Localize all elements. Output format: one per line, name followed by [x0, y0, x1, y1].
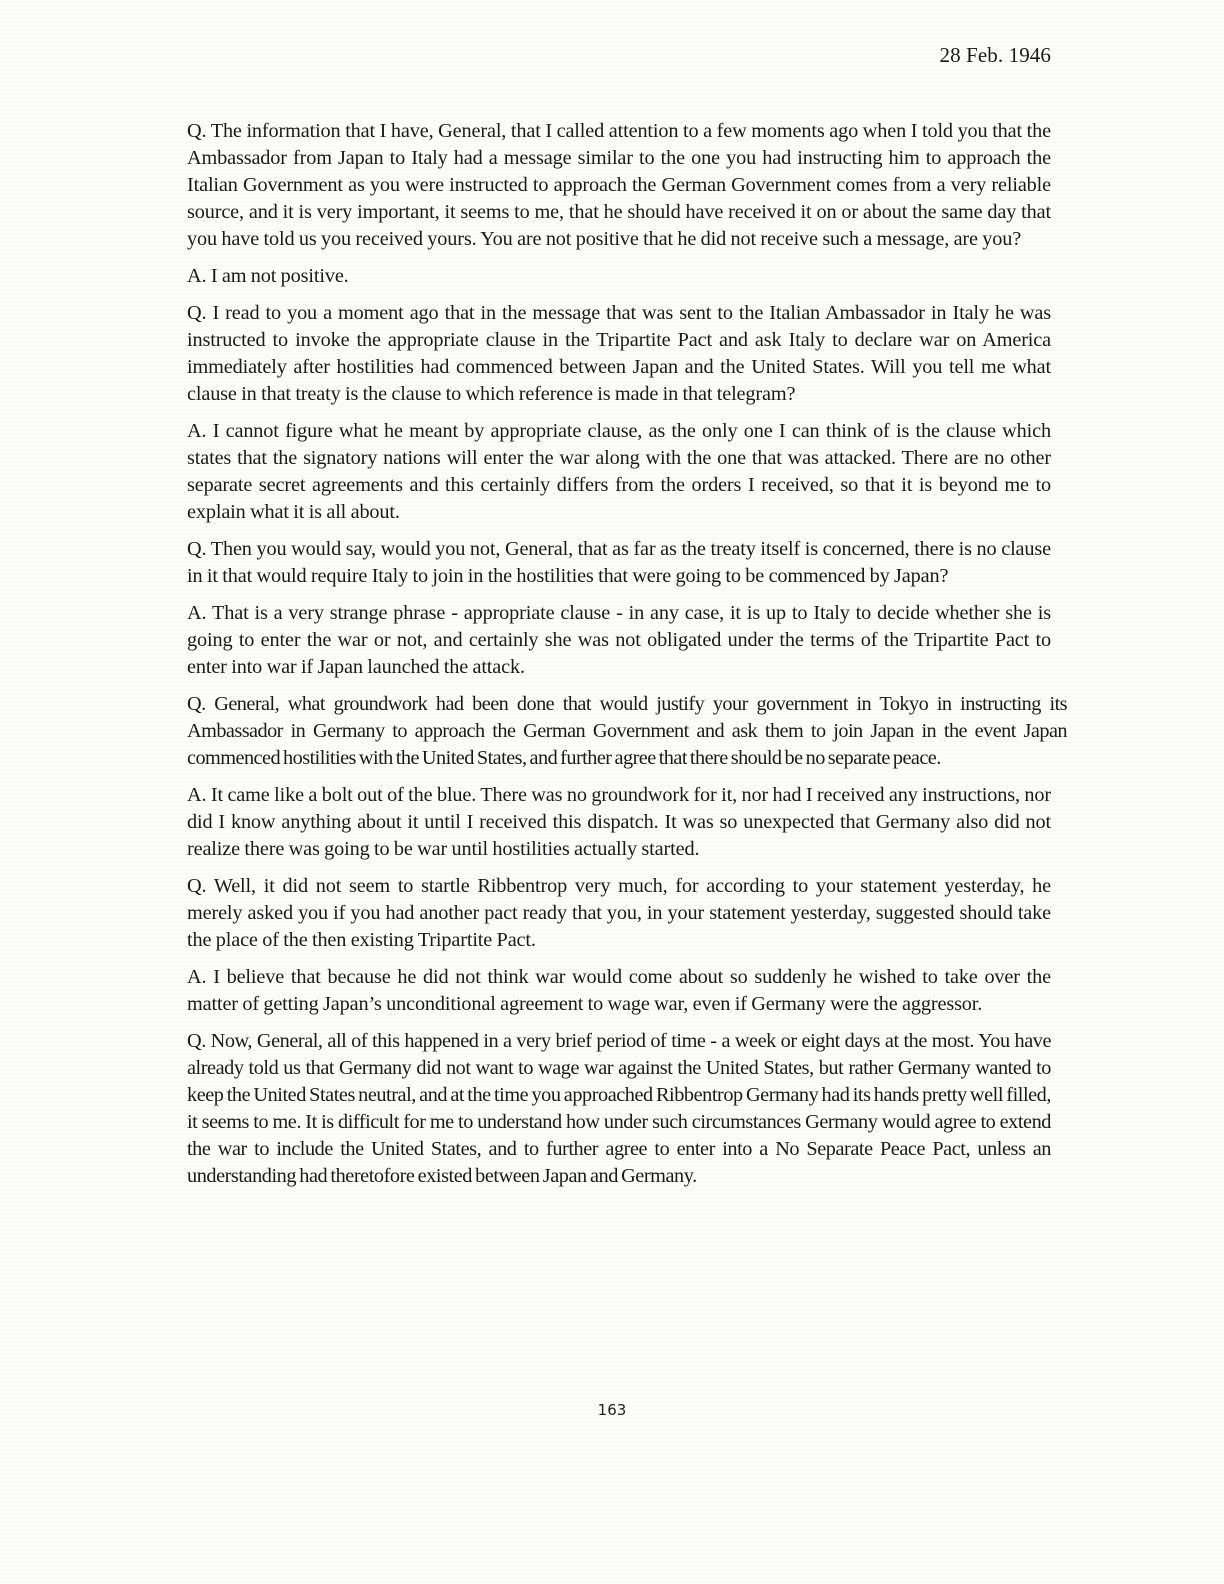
answer-paragraph: A. I believe that because he did not think war would come about so suddenly he wished to take over the matter of getting Japan’s unconditional agreement to wage war, even if Germany were the aggressor. — [187, 966, 1051, 1015]
question-paragraph: Q. Well, it did not seem to startle Ribbentrop very much, for according to your statement yesterday, he merely asked you if you had another pact ready that you, in your statement yesterday, suggested should take the place of the then existing Tripartite Pact. — [187, 875, 1051, 951]
question-paragraph: Q. General, what groundwork had been done that would justify your government in Tokyo in instructing its Ambassador in Germany to approach the German Government and ask them to join Japan in the event Japan commenced hostilities with the United States, and further agree that there should be no separate peace. — [187, 693, 1067, 769]
answer-paragraph: A. I am not positive. — [187, 265, 349, 287]
answer-paragraph: A. I cannot figure what he meant by appropriate clause, as the only one I can think of is the clause which states that the signatory nations will enter the war along with the one that was attacked. There are no other separate secret agreements and this certainly differs from the orders I received, so that it is beyond me to explain what it is all about. — [187, 420, 1051, 523]
transcript-body — [187, 118, 1067, 1200]
question-paragraph: Q. Now, General, all of this happened in a very brief period of time - a week or eight days at the most. You have already told us that Germany did not want to wage war against the United States, but rather Germany wanted to keep the United States neutral, and at the time you approached Ribbentrop Germany had its hands pretty well filled, it seems to me. It is difficult for me to understand how under such circumstances Germany would agree to extend the war to include the United States, and to further agree to enter into a No Separate Peace Pact, unless an understanding had theretofore existed between Japan and Germany. — [187, 1030, 1051, 1187]
page-number: 163 — [597, 1401, 627, 1419]
answer-paragraph: A. That is a very strange phrase - appropriate clause - in any case, it is up to Italy to decide whether she is going to enter the war or not, and certainly she was not obligated under the terms of the Tripartite Pact to enter into war if Japan launched the attack. — [187, 602, 1051, 678]
question-paragraph: Q. Then you would say, would you not, General, that as far as the treaty itself is concerned, there is no clause in it that would require Italy to join in the hostilities that were going to be commenced by Japan? — [187, 538, 1051, 587]
question-paragraph: Q. I read to you a moment ago that in the message that was sent to the Italian Ambassador in Italy he was instructed to invoke the appropriate clause in the Tripartite Pact and ask Italy to declare war on America immediately after hostilities had commenced between Japan and the United States. Will you tell me what clause in that treaty is the clause to which reference is made in that telegram? — [187, 302, 1051, 405]
document-date: 28 Feb. 1946 — [939, 43, 1051, 67]
answer-paragraph: A. It came like a bolt out of the blue. There was no groundwork for it, nor had I received any instructions, nor did I know anything about it until I received this dispatch. It was so unexpected that Germany also did not realize there was going to be war until hostilities actually started. — [187, 784, 1051, 860]
question-paragraph: Q. The information that I have, General, that I called attention to a few moments ago when I told you that the Ambassador from Japan to Italy had a message similar to the one you had instructing him to approach the Italian Government as you were instructed to approach the German Government comes from a very reliable source, and it is very important, it seems to me, that he should have received it on or about the same day that you have told us you received yours. You are not positive that he did not receive such a message, are you? — [187, 120, 1051, 250]
